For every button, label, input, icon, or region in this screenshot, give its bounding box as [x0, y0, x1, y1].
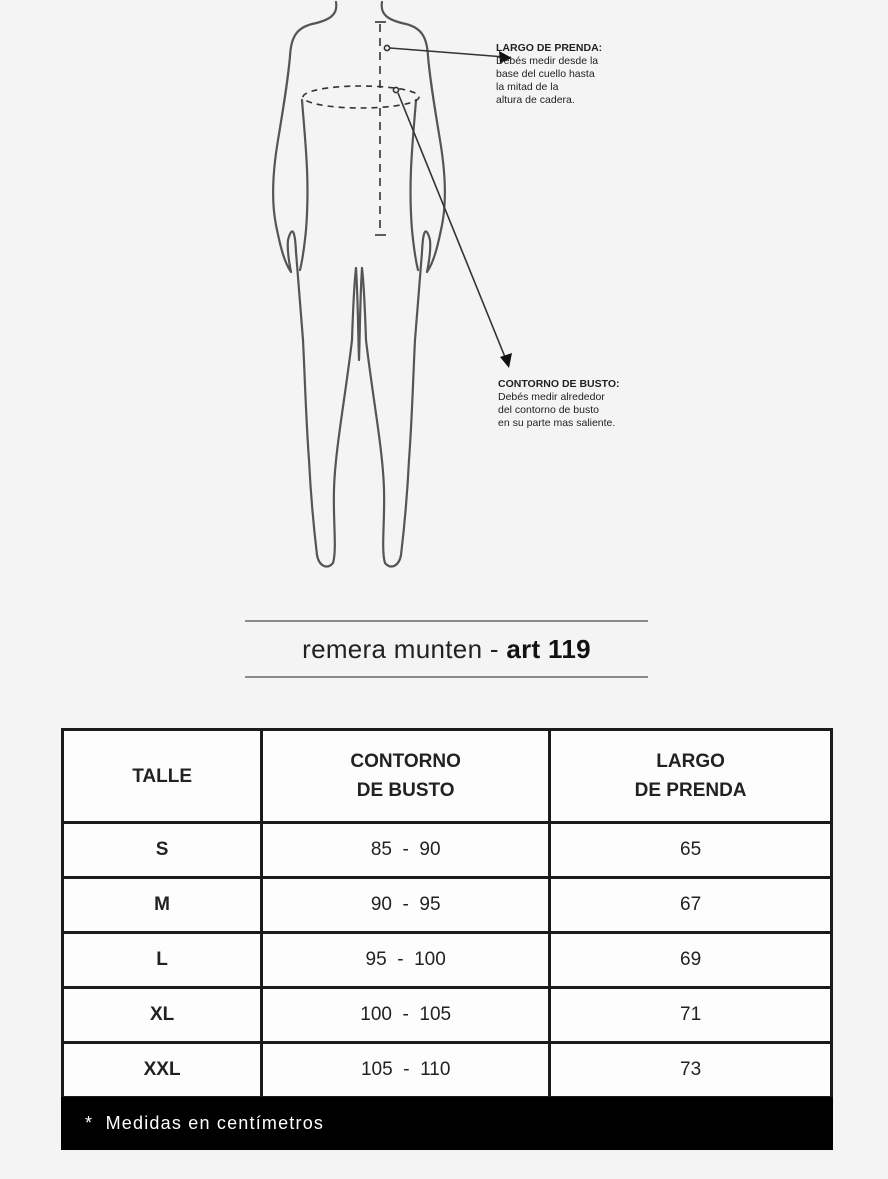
product-title [302, 634, 591, 665]
largo-note [496, 42, 626, 107]
largo-note-line: la mitad de la [496, 81, 559, 93]
table-row [63, 1043, 832, 1098]
busto-cell: 90 - 95 [262, 878, 550, 933]
largo-cell: 67 [550, 878, 832, 933]
header-busto-line2: DE BUSTO [356, 780, 455, 801]
header-largo-line1: LARGO [656, 751, 725, 772]
header-talle [63, 730, 262, 823]
header-largo-line2: DE PRENDA [634, 780, 747, 801]
header-busto-line1: CONTORNO [350, 751, 461, 772]
body-outline-left [273, 2, 356, 566]
busto-pointer-line [398, 93, 507, 362]
bust-measure-ellipse [303, 86, 419, 108]
table-row [63, 823, 832, 878]
size-cell: M [63, 878, 262, 933]
product-name: remera munten - [302, 633, 507, 664]
busto-arrowhead [500, 353, 512, 368]
largo-note-line: base del cuello hasta [496, 68, 595, 80]
largo-cell: 69 [550, 933, 832, 988]
units-footnote-text: * Medidas en centímetros [85, 1113, 325, 1133]
busto-note [498, 378, 638, 430]
busto-note-line: del contorno de busto [498, 404, 599, 416]
size-cell: XXL [63, 1043, 262, 1098]
header-talle-label: TALLE [132, 765, 192, 787]
busto-cell: 100 - 105 [262, 988, 550, 1043]
busto-note-line: en su parte mas saliente. [498, 417, 616, 429]
table-row [63, 933, 832, 988]
largo-note-line: Debés medir desde la [496, 55, 599, 67]
busto-cell: 105 - 110 [262, 1043, 550, 1098]
size-chart-table [61, 728, 833, 1099]
leg-gap [356, 268, 362, 360]
busto-cell: 95 - 100 [262, 933, 550, 988]
largo-cell: 65 [550, 823, 832, 878]
body-outline-right [362, 2, 445, 566]
table-row [63, 878, 832, 933]
busto-note-line: Debés medir alrededor [498, 391, 605, 403]
largo-cell: 71 [550, 988, 832, 1043]
busto-cell: 85 - 90 [262, 823, 550, 878]
article-number: art 119 [506, 633, 591, 664]
header-largo-prenda [550, 730, 832, 823]
table-row [63, 988, 832, 1043]
size-cell: S [63, 823, 262, 878]
busto-note-heading: CONTORNO DE BUSTO: [498, 378, 620, 390]
size-cell: L [63, 933, 262, 988]
size-cell: XL [63, 988, 262, 1043]
units-footnote [61, 1097, 833, 1150]
table-header-row [63, 730, 832, 823]
largo-note-heading: LARGO DE PRENDA: [496, 42, 603, 54]
largo-pointer-line [390, 48, 505, 57]
largo-cell: 73 [550, 1043, 832, 1098]
product-title-box [245, 620, 648, 678]
inner-arm-left [300, 100, 307, 270]
header-contorno-busto [262, 730, 550, 823]
largo-note-line: altura de cadera. [496, 94, 575, 106]
